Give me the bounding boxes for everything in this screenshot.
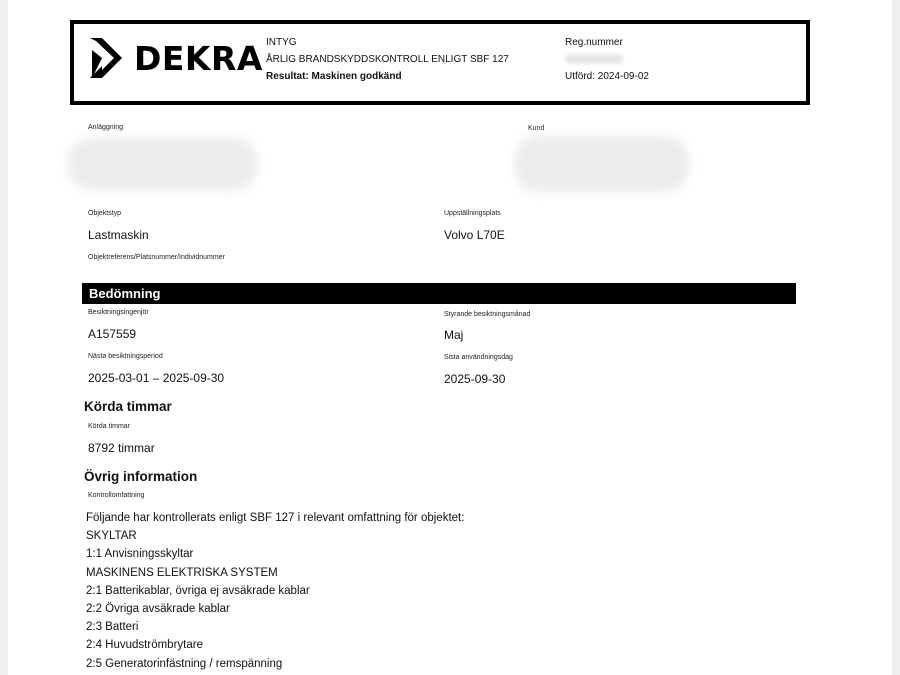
next-period-label: Nästa besiktningsperiod — [88, 353, 163, 360]
location-label: Uppställningsplats — [444, 210, 501, 217]
hours-label: Körda timmar — [88, 423, 131, 430]
last-use-label: Sista användningsdag — [444, 354, 513, 361]
customer-redacted — [514, 136, 689, 192]
list-item: 2:5 Generatorinfästning / remspänning — [86, 657, 283, 670]
list-item: Följande har kontrollerats enligt SBF 127 i relevant omfattning för objektet: — [86, 512, 465, 524]
list-item: 1:1 Anvisningsskyltar — [86, 548, 194, 561]
reg-number-redacted — [565, 51, 649, 68]
inspector-value: A157559 — [88, 327, 137, 341]
assessment-section-header: Bedömning — [82, 283, 796, 304]
result-text: Resultat: Maskinen godkänd — [266, 71, 402, 82]
next-period-value: 2025-03-01 – 2025-09-30 — [88, 371, 225, 385]
last-use-value: 2025-09-30 — [444, 372, 506, 386]
control-scope-list — [86, 509, 464, 673]
customer-label: Kund — [528, 125, 545, 132]
performed-date: Utförd: 2024-09-02 — [565, 71, 649, 82]
inspector-label: Besiktningsingenjör — [88, 309, 149, 316]
reg-number-label: Reg.nummer — [565, 37, 623, 48]
location-value: Volvo L70E — [444, 228, 505, 242]
list-item: 2:4 Huvudströmbrytare — [86, 639, 203, 652]
other-info-heading: Övrig information — [84, 469, 198, 484]
doc-title: ÅRLIG BRANDSKYDDSKONTROLL ENLIGT SBF 127 — [266, 54, 509, 65]
registration-block — [565, 34, 649, 85]
logo-wordmark: DEKRA — [134, 38, 263, 78]
list-item: 2:1 Batterikablar, övriga ej avsäkrade kablar — [86, 584, 310, 597]
list-item: 2:2 Övriga avsäkrade kablar — [86, 603, 230, 616]
certificate-header — [70, 20, 810, 105]
object-type-label: Objektstyp — [88, 210, 122, 217]
object-reference-label: Objektreferens/Platsnummer/Individnummer — [88, 254, 225, 261]
dekra-logo — [88, 38, 263, 78]
document-page — [8, 0, 892, 675]
doc-type: INTYG — [266, 37, 297, 48]
facility-redacted — [68, 138, 258, 190]
control-scope-label: Kontrollomfattning — [88, 492, 145, 499]
hours-heading: Körda timmar — [84, 399, 172, 414]
certificate-title-block — [266, 34, 509, 85]
facility-label: Anläggning — [88, 124, 124, 131]
inspection-month-label: Styrande besiktningsmånad — [444, 311, 531, 318]
inspection-month-value: Maj — [444, 328, 464, 342]
object-type-value: Lastmaskin — [88, 228, 149, 242]
list-item: SKYLTAR — [86, 530, 137, 543]
dekra-logo-icon — [88, 38, 122, 78]
hours-value: 8792 timmar — [88, 441, 155, 455]
list-item: 2:3 Batteri — [86, 621, 139, 634]
list-item: MASKINENS ELEKTRISKA SYSTEM — [86, 566, 278, 579]
